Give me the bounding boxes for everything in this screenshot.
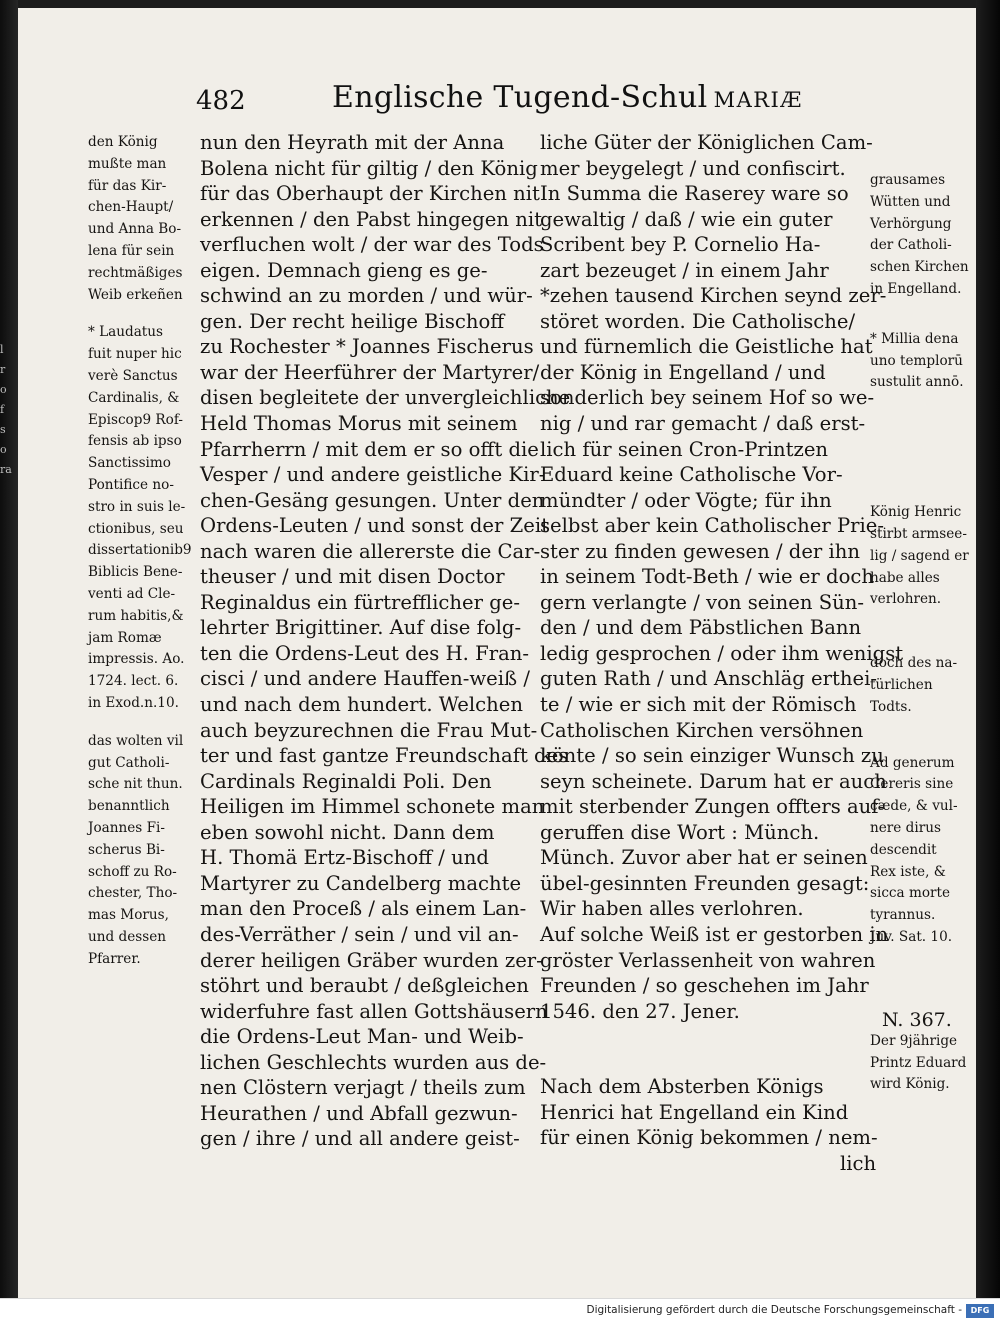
text-line: gern verlangte / von seinen Sün- [540, 590, 864, 614]
text-line: nere dirus [870, 819, 941, 836]
text-line: 1724. lect. 6. [88, 673, 179, 690]
text-line: den / und dem Päbstlichen Bann [540, 616, 862, 640]
text-line: lena für sein [88, 242, 175, 259]
text-line: tyrannus. [870, 907, 936, 924]
text-line: venti ad Cle- [88, 585, 176, 602]
bleed-line: r [0, 363, 6, 376]
text-line: gut Catholi- [88, 754, 170, 771]
text-line: mündter / oder Vögte; für ihn [540, 488, 832, 512]
text-line: widerfuhre fast allen Gottshäusern [200, 999, 548, 1023]
text-line: Ordens-Leuten / und sonst der Zeit [200, 514, 549, 538]
text-line: übel-gesinnten Freunden gesagt: [540, 871, 870, 895]
bleed-line: f [0, 403, 5, 416]
text-line: Juv. Sat. 10. [870, 928, 953, 945]
text-line: geruffen dise Wort : Münch. [540, 820, 820, 844]
text-line: lig / sagend er [870, 547, 969, 564]
text-line: Cereris sine [870, 776, 954, 793]
text-line: chen-Gesäng gesungen. Unter den [200, 488, 545, 512]
text-line: war der Heerführer der Martyrer/ [200, 360, 540, 384]
text-line: stro in suis le- [88, 498, 186, 515]
text-line: dissertationib9 [88, 542, 192, 559]
text-line: mit sterbender Zungen offters auf- [540, 795, 885, 819]
text-line: * Millia dena [870, 330, 959, 347]
text-line: *zehen tausend Kirchen seynd zer- [540, 284, 887, 308]
text-line: in Engelland. [870, 280, 962, 297]
text-line: zart bezeuget / in einem Jahr [540, 258, 829, 282]
text-line: den König [88, 134, 158, 150]
text-line: Freunden / so geschehen im Jahr [540, 974, 869, 998]
text-line: rum habitis,& [88, 607, 184, 624]
text-line: Auf solche Weiß ist er gestorben in [540, 922, 889, 946]
running-title-main: Englische Tugend-Schul [332, 80, 708, 115]
text-line: 1546. den 27. Jener. [540, 999, 740, 1023]
text-line: jam Romæ [88, 629, 162, 646]
text-line: sonderlich bey seinem Hof so we- [540, 386, 875, 410]
footer-credit: Digitalisierung gefördert durch die Deutsche Forschungsgemeinschaft - [586, 1304, 962, 1316]
text-line: lich für seinen Cron-Printzen [540, 437, 829, 461]
text-line: Episcop9 Rof- [88, 411, 183, 428]
text-line: eben sowohl nicht. Dann dem [200, 820, 495, 844]
text-line: Pfarrherrn / mit dem er so offt die [200, 437, 539, 461]
text-line: Sanctissimo [88, 455, 171, 472]
text-line: Vesper / und andere geistliche Kir- [200, 463, 546, 487]
text-line: ster zu finden gewesen / der ihn [540, 539, 861, 563]
text-line: schwind an zu morden / und wür- [200, 284, 533, 308]
bleed-line: o [0, 383, 7, 396]
right-margin-notes [870, 170, 970, 1096]
margin-note-millia [870, 329, 970, 394]
text-line: der Catholi- [870, 237, 952, 254]
text-line: und dessen [88, 928, 167, 945]
text-line: Rex iste, & [870, 863, 946, 880]
text-line: descendit [870, 841, 937, 858]
text-line: Nach dem Absterben Königs [540, 1075, 824, 1099]
text-line: nach waren die allererste die Car- [200, 539, 541, 563]
page-number: 482 [196, 86, 246, 116]
text-line: lichen Geschlechts wurden aus de- [200, 1050, 547, 1074]
running-title [332, 80, 803, 115]
text-line: fuit nuper hic [88, 346, 182, 363]
text-line: in seinem Todt-Beth / wie er doch [540, 565, 874, 589]
text-line: Heiligen im Himmel schonete man [200, 795, 545, 819]
margin-note-catholische [88, 731, 196, 971]
text-line: * Laudatus [88, 324, 164, 341]
text-line: sicca morte [870, 885, 951, 902]
text-line: H. Thomä Ertz-Bischoff / und [200, 846, 489, 870]
text-line: mußte man [88, 155, 167, 172]
text-line: Eduard keine Catholische Vor- [540, 463, 843, 487]
text-line: Cardinals Reginaldi Poli. Den [200, 769, 492, 793]
text-line: lehrter Brigittiner. Auf dise folg- [200, 616, 522, 640]
text-line: Catholischen Kirchen versöhnen [540, 718, 864, 742]
text-line: Ad generum [870, 754, 955, 771]
text-line: scherus Bi- [88, 841, 165, 858]
text-line: schoff zu Ro- [88, 863, 177, 880]
text-line: ctionibus, seu [88, 520, 184, 537]
text-line: verlohren. [870, 591, 942, 608]
text-line: Pfarrer. [88, 950, 141, 967]
text-line: wird König. [870, 1076, 950, 1093]
text-line: stirbt armsee- [870, 525, 967, 542]
text-line: ter und fast gantze Freundschaft des [200, 744, 569, 768]
paragraph-number: N. 367. [882, 1008, 952, 1031]
text-line: Cardinalis, & [88, 389, 180, 406]
text-line: auch beyzurechnen die Frau Mut- [200, 718, 538, 742]
text-line: nig / und rar gemacht / daß erst- [540, 412, 866, 436]
text-line: für das Kir- [88, 177, 167, 194]
text-line: Martyrer zu Candelberg machte [200, 871, 522, 895]
bleed-line: l [0, 343, 4, 356]
text-line: Verhörgung [870, 215, 952, 232]
text-line: man den Proceß / als einem Lan- [200, 897, 527, 921]
text-line: und fürnemlich die Geistliche hat [540, 335, 873, 359]
text-line: verè Sanctus [88, 367, 178, 384]
text-line: te / wie er sich mit der Römisch [540, 693, 857, 717]
bleed-line: o [0, 443, 7, 456]
text-line: und Anna Bo- [88, 221, 182, 238]
text-line: Printz Eduard [870, 1054, 967, 1071]
text-line: die Ordens-Leut Man- und Weib- [200, 1025, 524, 1049]
text-line: verfluchen wolt / der war des Tods [200, 233, 544, 257]
text-line: uno templorū [870, 352, 963, 369]
text-line: Weib erkeñen [88, 286, 183, 303]
text-line: mas Morus, [88, 907, 169, 924]
digitization-footer [0, 1298, 1000, 1324]
text-line: Reginaldus ein fürtrefflicher ge- [200, 590, 520, 614]
text-line: gröster Verlassenheit von wahren [540, 948, 876, 972]
scan-edge-left [0, 0, 18, 1300]
text-line: sustulit annō. [870, 374, 964, 391]
text-line: türlichen [870, 676, 933, 693]
text-line: eigen. Demnach gieng es ge- [200, 258, 488, 282]
text-line: Heurathen / und Abfall gezwun- [200, 1101, 518, 1125]
text-line: gen / ihre / und all andere geist- [200, 1127, 520, 1151]
text-line: guten Rath / und Anschläg erthei- [540, 667, 877, 691]
text-line: Wir haben alles verlohren. [540, 897, 804, 921]
text-line: grausames [870, 172, 946, 188]
text-line: theuser / und mit disen Doctor [200, 565, 505, 589]
text-line: Held Thomas Morus mit seinem [200, 412, 518, 436]
text-line: cæde, & vul- [870, 798, 958, 815]
left-margin-notes [88, 132, 196, 970]
text-line: Der 9jährige [870, 1032, 958, 1049]
text-line: des-Verräther / sein / und vil an- [200, 922, 519, 946]
text-line: Scribent bey P. Cornelio Ha- [540, 233, 821, 257]
running-title-latin: MARIÆ [713, 88, 803, 112]
text-line: fensis ab ipso [88, 433, 182, 450]
page-header [172, 80, 920, 122]
text-line: in Exod.n.10. [88, 694, 179, 711]
text-line: König Henric [870, 504, 962, 521]
text-line: mer beygelegt / und confiscirt. [540, 156, 846, 180]
text-line: Biblicis Bene- [88, 564, 183, 581]
text-line: rechtmäßiges [88, 264, 183, 281]
text-line: nun den Heyrath mit der Anna [200, 131, 505, 154]
text-line: cisci / und andere Hauffen-weiß / [200, 667, 530, 691]
margin-note-grausames [870, 170, 970, 301]
text-line: zu Rochester * Joannes Fischerus [200, 335, 534, 359]
bleed-line: ra [0, 463, 12, 476]
margin-note-natuerlich [870, 653, 970, 718]
text-line: schen Kirchen [870, 259, 969, 276]
text-line: Joannes Fi- [88, 819, 165, 836]
scan-edge-right [976, 0, 1000, 1300]
catchword: lich [840, 1151, 877, 1175]
text-line: stöhrt und beraubt / deßgleichen [200, 974, 529, 998]
text-line: derer heiligen Gräber wurden zer- [200, 948, 543, 972]
text-column-left [200, 130, 571, 1152]
bleed-line: s [0, 423, 6, 436]
text-line: In Summa die Raserey ware so [540, 182, 849, 206]
text-line: ten die Ordens-Leut des H. Fran- [200, 641, 529, 665]
text-line: für das Oberhaupt der Kirchen nit [200, 182, 540, 206]
text-line: liche Güter der Königlichen Cam- [540, 131, 873, 154]
text-line: sche nit thun. [88, 776, 183, 793]
text-line: erkennen / den Pabst hingegen nit [200, 207, 543, 231]
text-line: Henrici hat Engelland ein Kind [540, 1100, 849, 1124]
bleed-through-text [0, 340, 18, 480]
text-line: chester, Tho- [88, 885, 178, 902]
text-line: gewaltig / daß / wie ein guter [540, 207, 833, 231]
text-line: nen Clöstern verjagt / theils zum [200, 1076, 526, 1100]
text-line: Münch. Zuvor aber hat er seinen [540, 846, 868, 870]
text-line: der König in Engelland / und [540, 360, 826, 384]
text-line: seyn scheinete. Darum hat er auch [540, 769, 887, 793]
margin-note-eduard [870, 1031, 970, 1096]
text-line: selbst aber kein Catholischer Prie- [540, 514, 884, 538]
text-line: und nach dem hundert. Welchen [200, 693, 523, 717]
text-line: benanntlich [88, 798, 170, 815]
text-line: ledig gesprochen / oder ihm wenigst [540, 641, 904, 665]
text-line: Todts. [870, 698, 912, 715]
text-line: könte / so sein einziger Wunsch zu [540, 744, 884, 768]
text-line: Bolena nicht für giltig / den König [200, 156, 538, 180]
text-line: gen. Der recht heilige Bischoff [200, 309, 505, 333]
text-line: störet worden. Die Catholische/ [540, 309, 856, 333]
text-line: für einen König bekommen / nem- [540, 1126, 878, 1150]
text-line: impressis. Ao. [88, 651, 185, 668]
text-line: habe alles [870, 569, 940, 586]
text-line: das wolten vil [88, 732, 184, 749]
text-line: Wütten und [870, 193, 951, 210]
margin-note-juvenal [870, 753, 970, 949]
margin-note-koenig [88, 132, 196, 306]
text-line: chen-Haupt/ [88, 199, 174, 216]
text-line: Pontifice no- [88, 476, 174, 493]
text-line: doch des na- [870, 655, 958, 672]
paragraph-eduard [540, 1074, 878, 1151]
margin-note-henric [870, 502, 970, 611]
dfg-logo-icon: DFG [966, 1304, 994, 1318]
text-line: disen begleitete der unvergleichliche [200, 386, 571, 410]
margin-note-laudatus [88, 322, 196, 714]
